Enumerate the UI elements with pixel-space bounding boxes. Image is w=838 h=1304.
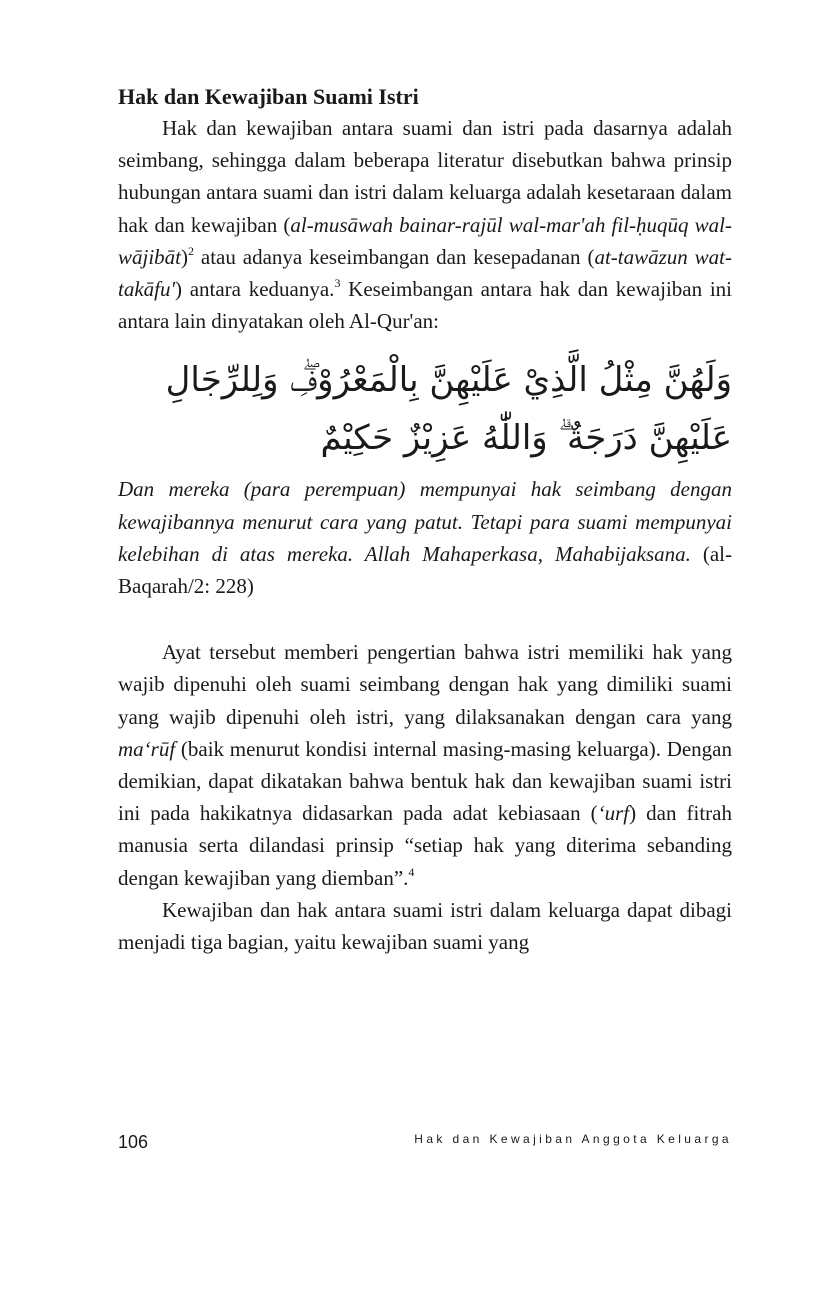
p1-text-3: atau adanya keseimbangan dan kesepadanan (	[194, 244, 595, 269]
paragraph-3	[118, 894, 732, 958]
footnote-ref-3[interactable]: 3	[334, 276, 341, 291]
running-title: Hak dan Kewajiban Anggota Keluarga	[414, 1132, 732, 1146]
p3-text-1: Kewajiban dan hak antara suami istri dalam keluarga dapat dibagi menjadi tiga bagian, yaitu kewajiban suami yang	[118, 897, 732, 955]
p2-italic-term-2: ‘urf	[597, 801, 630, 826]
p1-text-1: Hak dan kewajiban antara suami dan istri pada dasarnya adalah seimbang, sehingga dalam beberapa literatur disebutkan bahwa prinsip hubungan antara suami dan istri dalam keluarga adalah kesetaraan dalam hak dan kewajiban (	[118, 116, 732, 237]
p1-italic-term-1: al-musāwah bainar-rajūl wal-mar'ah fil-ḥuqūq wal-wājibāt	[118, 212, 733, 269]
p2-text-1: Ayat tersebut memberi pengertian bahwa istri memiliki hak yang wajib dipenuhi oleh suami seimbang dengan hak yang dimiliki suami yang wajib dipenuhi oleh istri, yang dilaksanakan dengan cara yang	[118, 640, 732, 729]
verse-source: (al-Baqarah/2: 228)	[118, 541, 733, 599]
footnote-ref-2[interactable]: 2	[188, 243, 195, 258]
p2-text-2: (baik menurut kondisi internal masing-masing keluarga). Dengan demikian, dapat dikatakan bahwa bentuk hak dan kewajiban suami istri ini pada hakikatnya didasarkan pada adat kebiasaan (	[118, 736, 732, 826]
paragraph-2	[118, 636, 732, 894]
p1-text-2: )	[181, 244, 189, 269]
quran-verse-arabic: وَلَهُنَّ مِثْلُ الَّذِيْ عَلَيْهِنَّ بِالْمَعْرُوْفِۖ وَلِلرِّجَالِ عَلَيْهِنَّ دَرَجَةٌ ۗ وَاللّٰهُ عَزِيْزٌ حَكِيْمٌ	[165, 360, 732, 459]
p1-text-5: Keseimbangan antara hak dan kewajiban ini antara lain dinyatakan oleh Al-Qur'an:	[118, 277, 732, 334]
spacer	[118, 602, 732, 636]
footnote-ref-4[interactable]: 4	[408, 864, 415, 879]
p1-text-4: ) antara keduanya.	[174, 277, 335, 302]
page-body	[118, 82, 732, 958]
verse-translation	[118, 473, 732, 602]
page-number: 106	[118, 1132, 149, 1152]
section-heading: Hak dan Kewajiban Suami Istri	[118, 84, 419, 109]
translation-text: Dan mereka (para perempuan) mempunyai hak seimbang dengan kewajibannya menurut cara yang patut. Tetapi para suami mempunyai kelebihan di atas mereka. Allah Mahaperkasa, Mahabijaksana.	[118, 477, 732, 566]
page-footer	[118, 1128, 732, 1156]
p2-text-3: ) dan fitrah manusia serta dilandasi prinsip “setiap hak yang diterima sebanding dengan kewajiban yang diemban”.	[118, 801, 732, 890]
p2-italic-term-1: ma‘rūf	[118, 736, 176, 761]
paragraph-1	[118, 112, 732, 337]
p1-italic-term-2: at-tawāzun wat-takāfu'	[118, 244, 732, 302]
